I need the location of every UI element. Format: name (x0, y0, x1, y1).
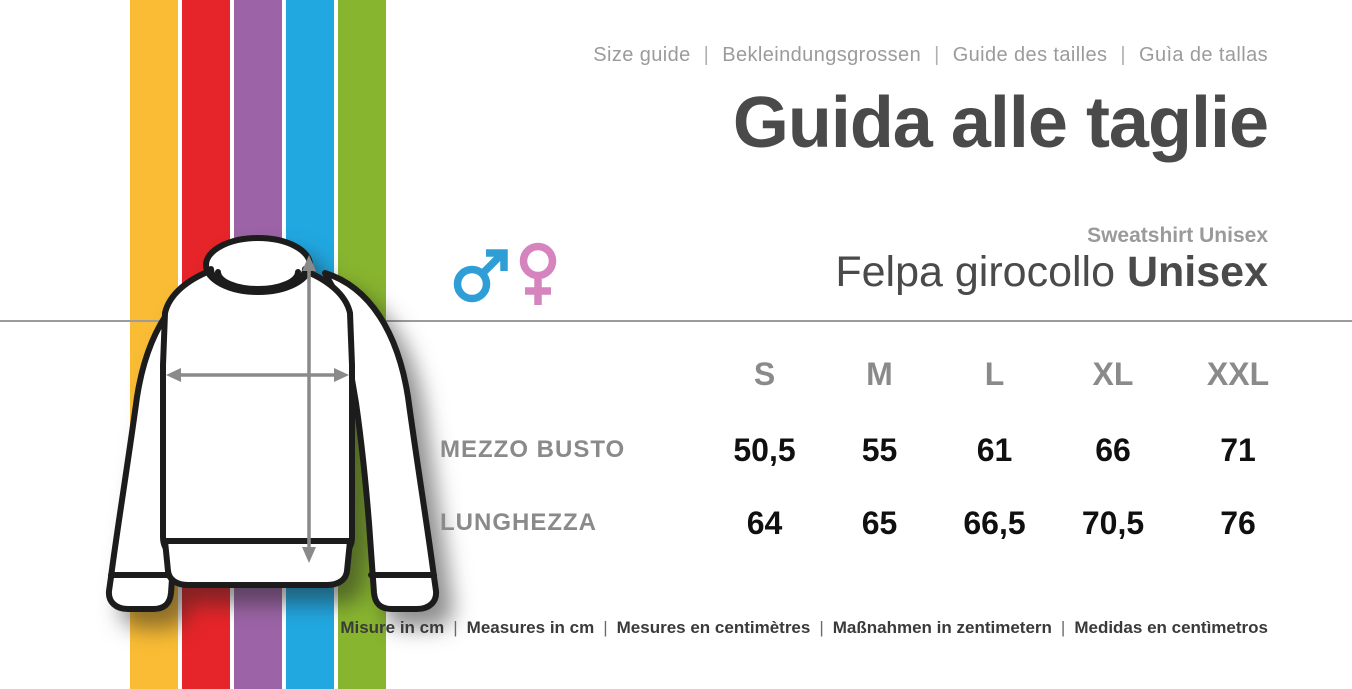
male-icon (452, 248, 510, 304)
mezzo-busto-xl: 66 (1095, 431, 1131, 468)
separator: | (1120, 44, 1126, 66)
lunghezza-s: 64 (746, 504, 783, 541)
size-column-s: S (753, 355, 776, 392)
lang-item-german: Bekleindungsgrossen (722, 44, 922, 66)
product-name-regular: Felpa girocollo (835, 248, 1116, 296)
table-row-mezzo-busto (440, 424, 1302, 476)
table-row-lunghezza (440, 497, 1302, 549)
units-item-french: Mesures en centimètres (616, 618, 811, 637)
mezzo-busto-s: 50,5 (733, 431, 796, 468)
units-item-german: Maßnahmen in zentimetern (832, 618, 1052, 637)
separator: | (934, 44, 940, 66)
units-item-spanish: Medidas en centìmetros (1074, 618, 1268, 637)
product-name (835, 248, 1268, 297)
language-caption-row (593, 44, 1268, 67)
separator: | (1060, 618, 1066, 637)
size-column-xxl: XXL (1206, 355, 1270, 392)
size-table-header-row (440, 350, 1302, 398)
size-column-l: L (984, 355, 1005, 392)
product-name-bold: Unisex (1126, 248, 1268, 296)
mezzo-busto-xxl: 71 (1220, 431, 1256, 468)
lunghezza-l: 66,5 (963, 504, 1026, 541)
sweatshirt-illustration (75, 225, 470, 625)
lang-item-french: Guide des tailles (952, 44, 1108, 66)
lunghezza-xxl: 76 (1220, 504, 1256, 541)
row-label-lunghezza: LUNGHEZZA (440, 509, 597, 536)
mezzo-busto-l: 61 (976, 431, 1013, 468)
size-column-m: M (866, 355, 893, 392)
row-label-mezzo-busto: MEZZO BUSTO (440, 436, 626, 463)
size-column-xl: XL (1092, 355, 1134, 392)
lang-item-spanish: Guìa de tallas (1138, 44, 1268, 66)
lunghezza-m: 65 (861, 504, 898, 541)
units-caption-row (340, 618, 1268, 638)
page-title: Guida alle taglie (732, 83, 1268, 163)
units-item-italian: Misure in cm (340, 618, 445, 637)
mezzo-busto-m: 55 (861, 431, 898, 468)
product-category-label: Sweatshirt Unisex (1087, 224, 1268, 247)
separator: | (819, 618, 824, 637)
lunghezza-xl: 70,5 (1081, 504, 1145, 541)
separator: | (603, 618, 608, 637)
female-icon (516, 242, 560, 310)
separator: | (453, 618, 458, 637)
separator: | (703, 44, 710, 66)
sweatshirt-hem (165, 541, 350, 585)
units-item-english: Measures in cm (466, 618, 595, 637)
lang-item-size-guide: Size guide (593, 44, 691, 66)
sweatshirt-body (163, 259, 352, 558)
